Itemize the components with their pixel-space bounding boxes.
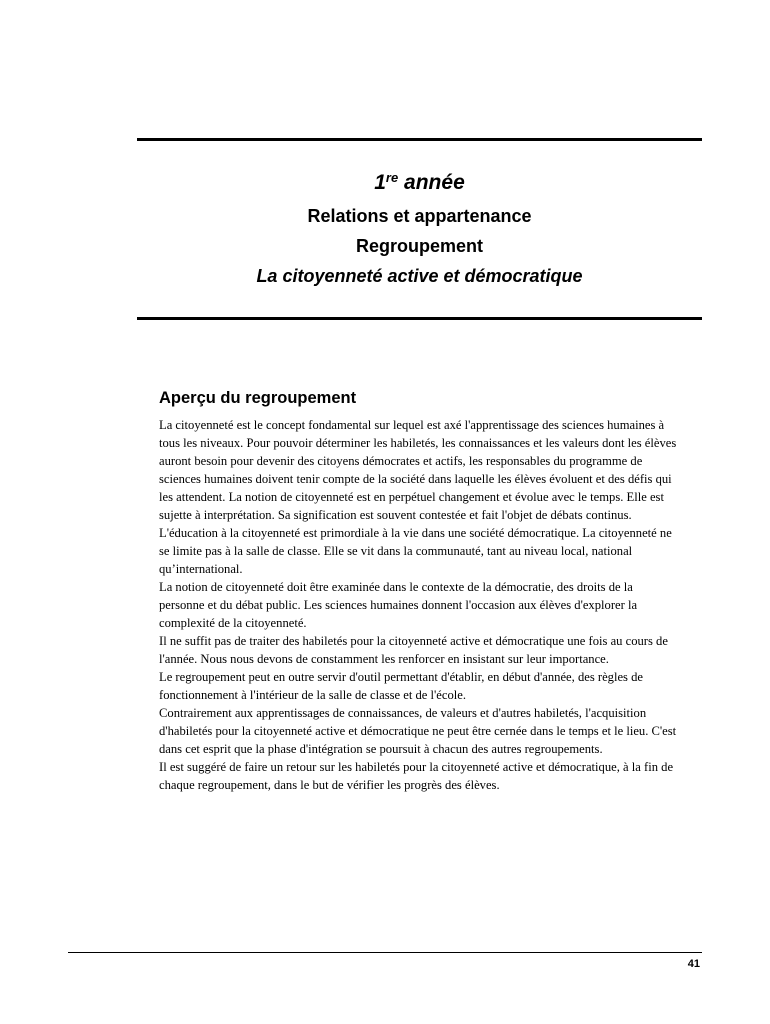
paragraph-3: La notion de citoyenneté doit être examinée dans le contexte de la démocratie, des droits de la personne et du débat public. Les sciences humaines donnent l'occasion aux élèves d'explorer la complexité de la citoyenneté. bbox=[159, 580, 638, 630]
header-top-rule bbox=[137, 138, 702, 141]
strand-title: Relations et appartenance bbox=[307, 206, 532, 226]
section-heading: Aperçu du regroupement bbox=[159, 389, 357, 407]
grade-title bbox=[137, 171, 702, 195]
footer-rule bbox=[68, 952, 702, 953]
header-bottom-rule bbox=[137, 317, 702, 320]
grade-word: année bbox=[398, 171, 465, 194]
paragraph-5: Le regroupement peut en outre servir d'outil permettant d'établir, en début d'année, des règles de fonctionnement à l'intérieur de la salle de classe et de l'école. bbox=[159, 670, 643, 702]
cluster-title: La citoyenneté active et démocratique bbox=[256, 266, 583, 286]
page-number: 41 bbox=[687, 958, 700, 970]
paragraph-6: Contrairement aux apprentissages de connaissances, de valeurs et d'autres habiletés, l'acquisition d'habiletés pour la citoyenneté active et démocratique ne peut être cernée dans le temps et le lieu. C'est dans cet esprit que la phase d'intégration se poursuit à chacun des autres regroupements. bbox=[159, 706, 677, 756]
paragraph-1: La citoyenneté est le concept fondamental sur lequel est axé l'apprentissage des sciences humaines à tous les niveaux. Pour pouvoir déterminer les habiletés, les connaissances et les valeurs dont les élèves auront besoin pour devenir des citoyens démocrates et actifs, les responsables du programme de sciences humaines doivent tenir compte de la société dans laquelle les élèves évoluent et des défis qui les attendent. La notion de citoyenneté est en perpétuel changement et évolue avec le temps. Elle est sujette à interprétation. Sa signification est souvent contestée et fait l'objet de débats continus. bbox=[159, 418, 677, 522]
cluster-label: Regroupement bbox=[355, 236, 483, 256]
paragraph-4: Il ne suffit pas de traiter des habiletés pour la citoyenneté active et démocratique une fois au cours de l'année. Nous nous devons de constamment les renforcer en insistant sur leur importance. bbox=[159, 634, 668, 666]
grade-superscript: re bbox=[385, 170, 399, 185]
body-text bbox=[159, 416, 681, 794]
paragraph-2: L'éducation à la citoyenneté est primordiale à la vie dans une société démocratique. La citoyenneté ne se limite pas à la salle de classe. Elle se vit dans la communauté, tant au niveau local, national qu’international. bbox=[159, 526, 672, 576]
grade-number: 1 bbox=[374, 171, 386, 194]
paragraph-7: Il est suggéré de faire un retour sur les habiletés pour la citoyenneté active et démocratique, à la fin de chaque regroupement, dans le but de vérifier les progrès des élèves. bbox=[159, 760, 674, 792]
